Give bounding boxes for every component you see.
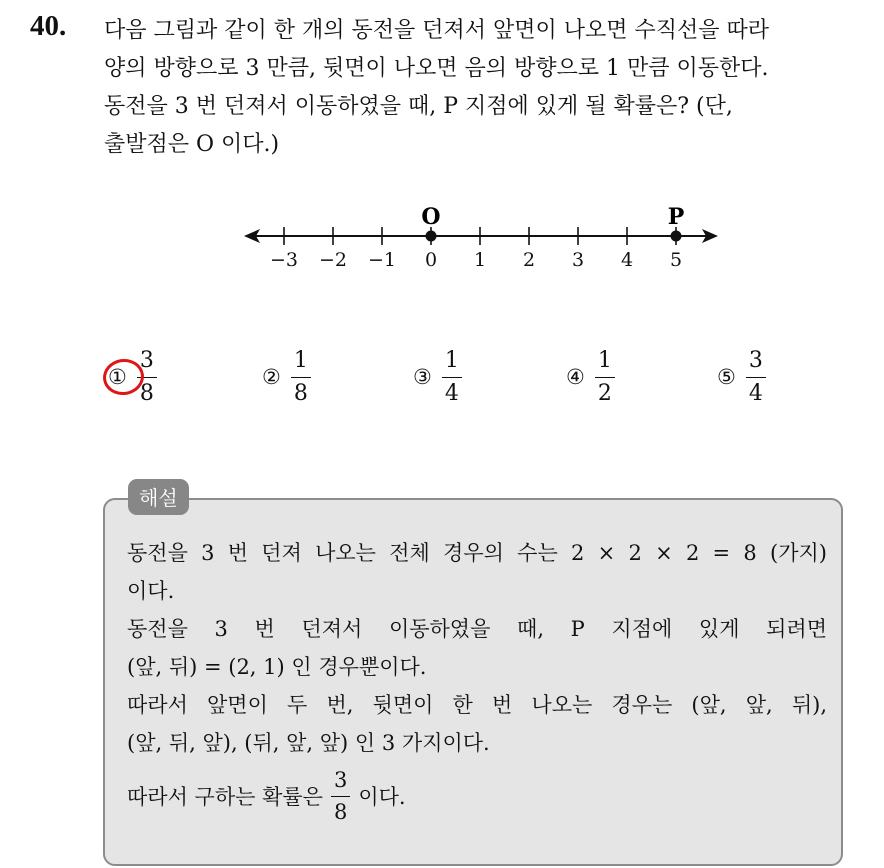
tick-label: 2 — [522, 249, 536, 271]
tick-label: 4 — [620, 249, 634, 271]
choice-fraction: $\frac{1}{2}$ — [595, 350, 615, 405]
explanation-tag: 해설 — [128, 479, 189, 515]
point-marker — [671, 231, 682, 242]
choice-fraction: $\frac{3}{8}$ — [137, 350, 157, 405]
tick-label: −2 — [318, 249, 348, 271]
choice-number: ③ — [413, 365, 432, 389]
choice-2[interactable] — [262, 342, 311, 412]
question-line: 다음 그림과 같이 한 개의 동전을 던져서 앞면이 나오면 수직선을 따라 — [104, 18, 769, 43]
choice-fraction: $\frac{1}{8}$ — [291, 350, 311, 405]
explanation-line: 동전을 3 번 던져서 이동하였을 때, P 지점에 있게 되려면 — [127, 617, 827, 641]
choice-fraction: $\frac{3}{4}$ — [746, 350, 766, 405]
point-label: O — [421, 204, 441, 230]
tick-label: −3 — [269, 249, 299, 271]
explanation-line: 따라서 앞면이 두 번, 뒷면이 한 번 나오는 경우는 (앞, 앞, 뒤), — [127, 693, 827, 717]
choice-1[interactable] — [108, 342, 157, 412]
question-text — [104, 12, 864, 164]
point-marker — [426, 231, 437, 242]
explanation-line: (앞, 뒤) = (2, 1) 인 경우뿐이다. — [127, 655, 427, 679]
point-label: P — [667, 204, 685, 230]
conclusion-text: 따라서 구하는 확률은 — [127, 784, 323, 809]
choice-4[interactable] — [566, 342, 615, 412]
tick-label: −1 — [367, 249, 397, 271]
tick-label: 1 — [473, 249, 487, 271]
question-line: 출발점은 O 이다.) — [104, 132, 280, 157]
conclusion-fraction: $\frac{3}{8}$ — [331, 770, 350, 823]
explanation-line: 이다. — [127, 579, 175, 603]
choice-5[interactable] — [717, 342, 766, 412]
choice-3[interactable] — [413, 342, 462, 412]
choice-fraction: $\frac{1}{4}$ — [442, 350, 462, 405]
tick-label: 5 — [669, 249, 683, 271]
question-line: 동전을 3 번 던져서 이동하였을 때, P 지점에 있게 될 확률은? (단, — [104, 94, 733, 119]
choice-number: ⑤ — [717, 365, 736, 389]
explanation-text — [127, 534, 827, 823]
explanation-conclusion — [127, 770, 827, 823]
question-number: 40. — [30, 10, 67, 42]
number-line — [240, 198, 730, 278]
question-line: 양의 방향으로 3 만큼, 뒷면이 나오면 음의 방향으로 1 만큼 이동한다. — [104, 56, 769, 81]
tick-label: 3 — [571, 249, 585, 271]
explanation-line: 동전을 3 번 던져 나오는 전체 경우의 수는 2 × 2 × 2 = 8 (가지) — [127, 541, 827, 565]
choice-number: ② — [262, 365, 281, 389]
explanation-line: (앞, 뒤, 앞), (뒤, 앞, 앞) 인 3 가지이다. — [127, 731, 490, 755]
tick-label: 0 — [424, 249, 438, 271]
choice-number: ④ — [566, 365, 585, 389]
choice-number: ① — [108, 365, 127, 389]
conclusion-text-end: 이다. — [358, 784, 406, 809]
